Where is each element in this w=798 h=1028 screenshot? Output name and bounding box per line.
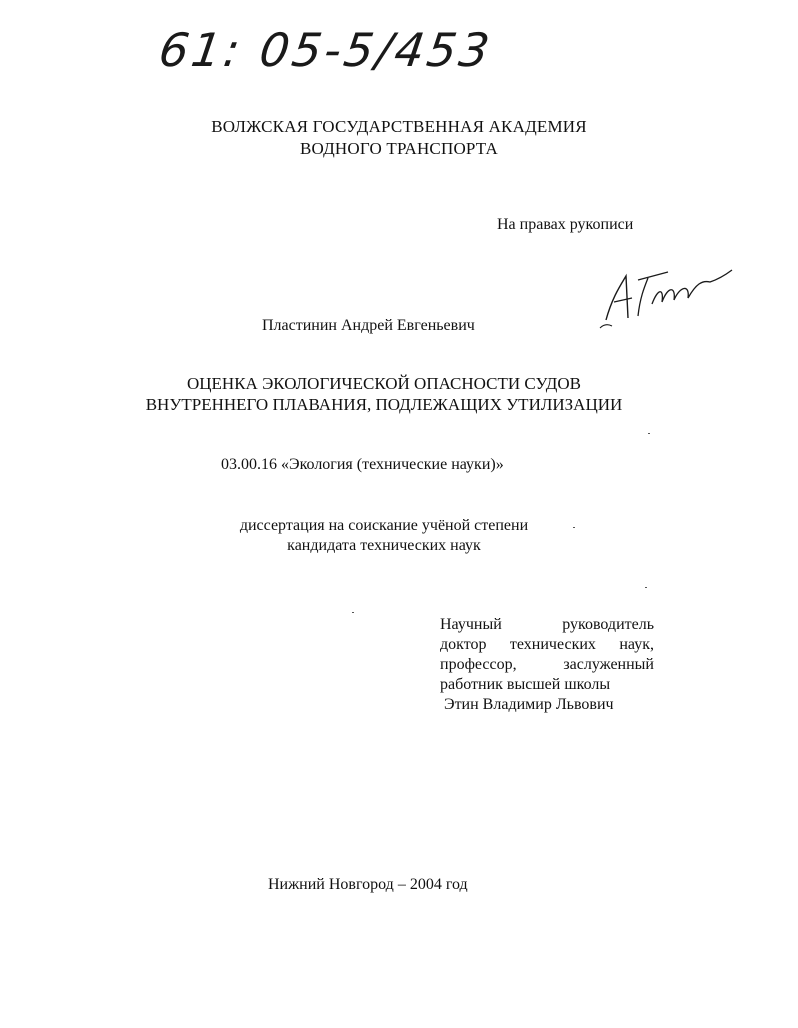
scan-speck	[648, 433, 650, 434]
supervisor-line-1	[440, 615, 654, 635]
handwritten-code-text: 61: 05-5/453	[160, 23, 496, 77]
scan-speck	[352, 612, 354, 613]
supervisor-line-2-word-3: наук,	[619, 636, 654, 653]
specialty-code: 03.00.16 «Экология (технические науки)»	[221, 456, 504, 473]
supervisor-line-1-word-1: Научный	[440, 616, 502, 633]
supervisor-line-3-word-2: заслуженный	[563, 656, 654, 673]
degree-statement	[0, 516, 768, 556]
city-and-year: Нижний Новгород – 2004 год	[268, 876, 468, 893]
supervisor-name: Этин Владимир Львович	[444, 696, 614, 713]
signature-drawing	[598, 258, 738, 338]
rights-note: На правах рукописи	[497, 216, 634, 233]
supervisor-line-2	[440, 635, 654, 655]
author-name: Пластинин Андрей Евгеньевич	[262, 317, 475, 334]
author-signature	[598, 258, 738, 338]
supervisor-line-3-word-1: профессор,	[440, 656, 517, 673]
institution-line-1: ВОЛЖСКАЯ ГОСУДАРСТВЕННАЯ АКАДЕМИЯ	[211, 117, 587, 136]
dissertation-title	[0, 373, 768, 415]
title-line-2: ВНУТРЕННЕГО ПЛАВАНИЯ, ПОДЛЕЖАЩИХ УТИЛИЗАЦИИ	[145, 395, 623, 414]
degree-line-2: кандидата технических наук	[287, 537, 481, 554]
scan-speck	[645, 587, 647, 588]
scan-speck	[573, 527, 575, 528]
supervisor-line-2-word-1: доктор	[440, 636, 487, 653]
supervisor-line-1-word-2: руководитель	[562, 616, 654, 633]
supervisor-line-4: работник высшей школы	[440, 676, 611, 693]
handwritten-archive-code	[160, 18, 500, 78]
title-line-1: ОЦЕНКА ЭКОЛОГИЧЕСКОЙ ОПАСНОСТИ СУДОВ	[186, 374, 582, 393]
institution-line-2: ВОДНОГО ТРАНСПОРТА	[299, 139, 499, 158]
scientific-supervisor	[440, 615, 654, 715]
supervisor-line-2-word-2: технических	[509, 636, 596, 653]
supervisor-line-3	[440, 655, 654, 675]
institution-name	[0, 116, 798, 160]
handwritten-code-drawing	[160, 18, 500, 78]
degree-line-1: диссертация на соискание учёной степени	[239, 517, 529, 534]
